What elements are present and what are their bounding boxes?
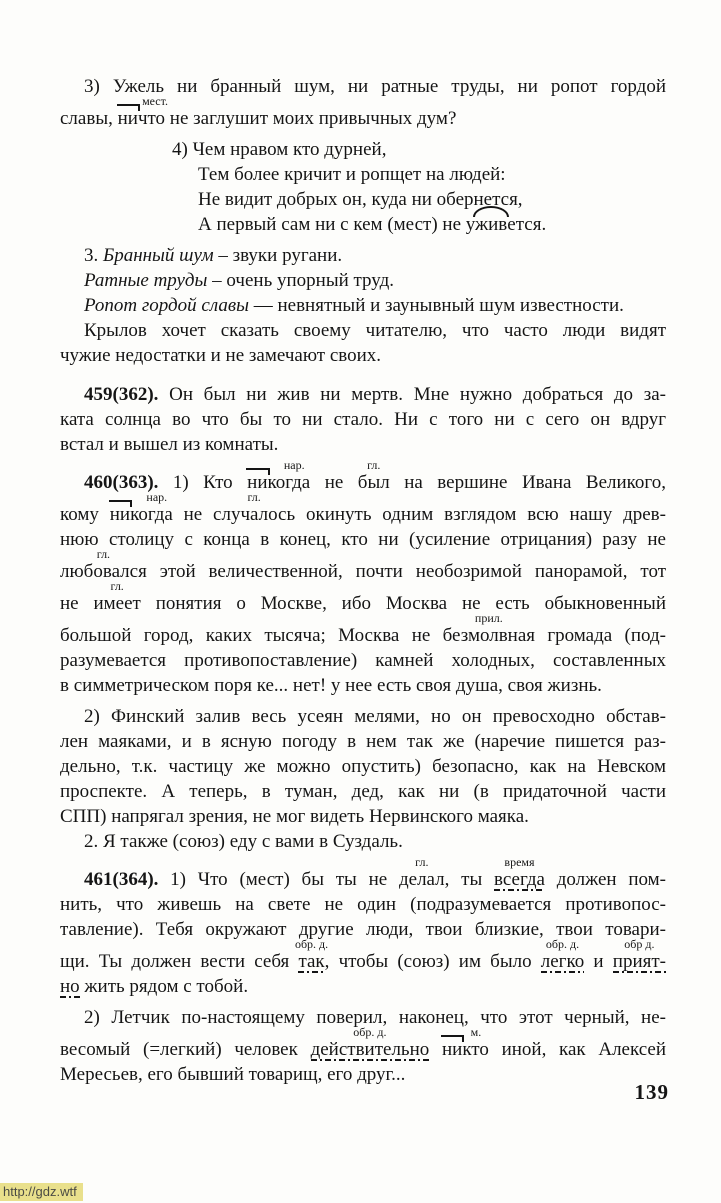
- text-run: этой величественной, почти необозримой панорамой, тот: [146, 561, 666, 582]
- text-run: А первый сам ни с кем (мест) не у: [198, 214, 476, 235]
- text-block: [60, 74, 666, 1087]
- text-line: [60, 318, 666, 343]
- text-run: – звуки ругани.: [213, 245, 343, 266]
- exercise-number: 460(363).: [84, 472, 159, 493]
- term-italic: Бранный шум: [103, 245, 214, 266]
- prefix-mark: ни: [117, 108, 138, 129]
- text-line: [60, 293, 666, 318]
- text-run: Тем более кричит и ропщет на людей:: [198, 164, 506, 185]
- text-run: 3) Ужель ни бранный шум, ни ратные труды, ни ропот гордой: [84, 76, 666, 97]
- text-line: [60, 729, 666, 754]
- pos-label: прил.: [474, 611, 503, 625]
- text-run: кому: [60, 504, 110, 525]
- annotated-word: никогда нар.: [247, 458, 311, 493]
- text-line: [60, 343, 666, 368]
- text-run: [429, 1039, 442, 1060]
- text-run: лен маяками, и в ясную погоду в нем так же (наречие пишется раз-: [60, 731, 666, 752]
- text-run: — невнятный и заунывный шум известности.: [248, 295, 624, 316]
- text-run: Не видит добрых он, куда ни обернется,: [198, 189, 523, 210]
- annotated-word: делал гл.: [398, 855, 445, 890]
- text-run: щи. Ты должен вести себя: [60, 951, 299, 972]
- text-line: [60, 547, 666, 584]
- text-run: большой город, каких тысяча; Москва не: [60, 625, 443, 646]
- text-run: 2) Финский залив весь усеян мелями, но он превосходно обстав-: [84, 706, 666, 727]
- text-line: [60, 382, 666, 407]
- annotated-word: любовался гл.: [60, 547, 147, 582]
- annotated-word: был гл.: [357, 458, 390, 493]
- text-run: СПП) напрягал зрения, не мог видеть Нервинского маяка.: [60, 806, 529, 827]
- text-line: [60, 937, 666, 974]
- text-line: [60, 94, 666, 131]
- text-run: 2) Летчик по-настоящему поверил, наконец, что этот черный, не-: [84, 1007, 666, 1028]
- text-line: [60, 490, 666, 527]
- exercise-number: 461(364).: [84, 869, 159, 890]
- annotated-word: безмолвная прил.: [442, 611, 536, 646]
- annotated-word: всегда время: [494, 855, 545, 890]
- text-run: на вершине Ивана Великого,: [389, 472, 666, 493]
- text-run: 4) Чем нравом кто дурней,: [172, 139, 387, 160]
- text-run: понятия о Москве, ибо Москва не есть обыкновенный: [140, 593, 666, 614]
- text-line: [60, 704, 666, 729]
- text-line: [60, 162, 666, 187]
- text-run: проспекте. А теперь, в туман, дед, как ни (в придаточной части: [60, 781, 666, 802]
- annotated-word: ничто мест.: [117, 94, 168, 129]
- pos-label: обр д.: [624, 937, 655, 951]
- prefix-mark: ни: [247, 472, 268, 493]
- text-run: , чтобы (союз) им было: [324, 951, 541, 972]
- text-run: 1) Что (мест) бы ты не: [158, 869, 399, 890]
- text-line: [60, 673, 666, 698]
- text-run: дельно, т.к. частицу же можно опустить) безопасно, как на Невском: [60, 756, 666, 777]
- text-line: [60, 779, 666, 804]
- text-line: [60, 243, 666, 268]
- text-run: и: [584, 951, 613, 972]
- text-run: 1) Кто: [158, 472, 248, 493]
- text-line: [60, 892, 666, 917]
- text-run: Крылов хочет сказать своему читателю, что часто люди видят: [84, 320, 666, 341]
- text-run: ката солнца во что бы то ни стало. Ни с того ни с сего он вдруг: [60, 409, 666, 430]
- prefix-mark: ни: [441, 1039, 463, 1060]
- text-line: [60, 1062, 666, 1087]
- text-run: разумевается противопоставление) камней холодных, составленных: [60, 650, 666, 671]
- text-line: [60, 611, 666, 648]
- text-run: не: [60, 593, 94, 614]
- text-run: не: [310, 472, 358, 493]
- annotated-word: но: [60, 976, 80, 997]
- term-italic: Ратные труды: [84, 270, 208, 291]
- text-run: чужие недостатки и не замечают своих.: [60, 345, 382, 366]
- pos-label: обр. д.: [545, 937, 580, 951]
- text-line: [60, 855, 666, 892]
- text-run: в симметрическом поря ке... нет! у нее есть своя душа, своя жизнь.: [60, 675, 602, 696]
- text-run: нюю столицу с конца в конец, кто ни (усиление отрицания) разу не: [60, 529, 666, 550]
- text-line: [60, 579, 666, 616]
- text-run: тавление). Тебя окружают другие люди, твои близкие, твои товари-: [60, 919, 666, 940]
- annotated-word: имеет гл.: [93, 579, 141, 614]
- text-line: [60, 212, 666, 237]
- pos-label: мест.: [142, 94, 168, 108]
- annotated-word: действительно обр. д.: [310, 1025, 430, 1060]
- pos-label: гл.: [247, 490, 261, 504]
- annotated-word: легко обр. д.: [540, 937, 585, 972]
- pos-label: м.: [470, 1025, 482, 1039]
- pos-label: нар.: [283, 458, 305, 472]
- text-line: [60, 527, 666, 552]
- text-line: [60, 974, 666, 999]
- text-run: окинуть одним взглядом всю нашу древ-: [295, 504, 666, 525]
- pos-label: время: [504, 855, 535, 869]
- watermark-url: http://gdz.wtf: [0, 1183, 83, 1201]
- text-line: [60, 432, 666, 457]
- root-arc-word: жив: [475, 214, 508, 235]
- text-line: [60, 137, 666, 162]
- text-run: 3.: [84, 245, 103, 266]
- text-run: ется.: [507, 214, 547, 235]
- text-run: – очень упорный труд.: [207, 270, 395, 291]
- text-run: , ты: [444, 869, 495, 890]
- pos-label: обр. д.: [294, 937, 329, 951]
- text-run: не: [172, 504, 214, 525]
- prefix-mark: ни: [109, 504, 131, 525]
- text-run: не заглушит моих привычных дум?: [165, 108, 457, 129]
- text-line: [60, 187, 666, 212]
- page-number: 139: [634, 1080, 669, 1104]
- text-run: Мересьев, его бывший товарищ, его друг...: [60, 1064, 406, 1085]
- pos-label: гл.: [367, 458, 381, 472]
- exercise-number: 459(362).: [84, 384, 159, 405]
- text-run: весомый (=легкий) человек: [60, 1039, 311, 1060]
- text-run: громада (под-: [535, 625, 666, 646]
- pos-label: гл.: [110, 579, 124, 593]
- text-run: жить рядом с тобой.: [79, 976, 249, 997]
- text-run: Он был ни жив ни мертв. Мне нужно добраться до за-: [158, 384, 666, 405]
- pos-label: обр. д.: [353, 1025, 387, 1039]
- text-line: [60, 268, 666, 293]
- pos-label: гл.: [96, 547, 111, 561]
- annotated-word: никогда нар.: [109, 490, 173, 525]
- annotated-word: случалось гл.: [213, 490, 296, 525]
- annotated-word: прият- обр д.: [612, 937, 666, 972]
- text-run: 2. Я также (союз) еду с вами в Суздаль.: [84, 831, 403, 852]
- text-line: [60, 648, 666, 673]
- text-run: встал и вышел из комнаты.: [60, 434, 279, 455]
- text-line: [60, 1025, 667, 1062]
- text-line: [60, 829, 666, 854]
- text-run: должен пом-: [544, 869, 666, 890]
- text-line: [60, 804, 666, 829]
- text-line: [60, 407, 666, 432]
- term-italic: Ропот гордой славы: [84, 295, 249, 316]
- annotated-word: так обр. д.: [294, 937, 329, 972]
- annotated-word: никто м.: [441, 1025, 489, 1060]
- pos-label: гл.: [415, 855, 429, 869]
- text-line: [60, 754, 666, 779]
- text-run: иной, как Алексей: [488, 1039, 667, 1060]
- pos-label: нар.: [146, 490, 168, 504]
- text-run: славы,: [60, 108, 118, 129]
- text-run: нить, что живешь на свете не один (подразумевается противопос-: [60, 894, 666, 915]
